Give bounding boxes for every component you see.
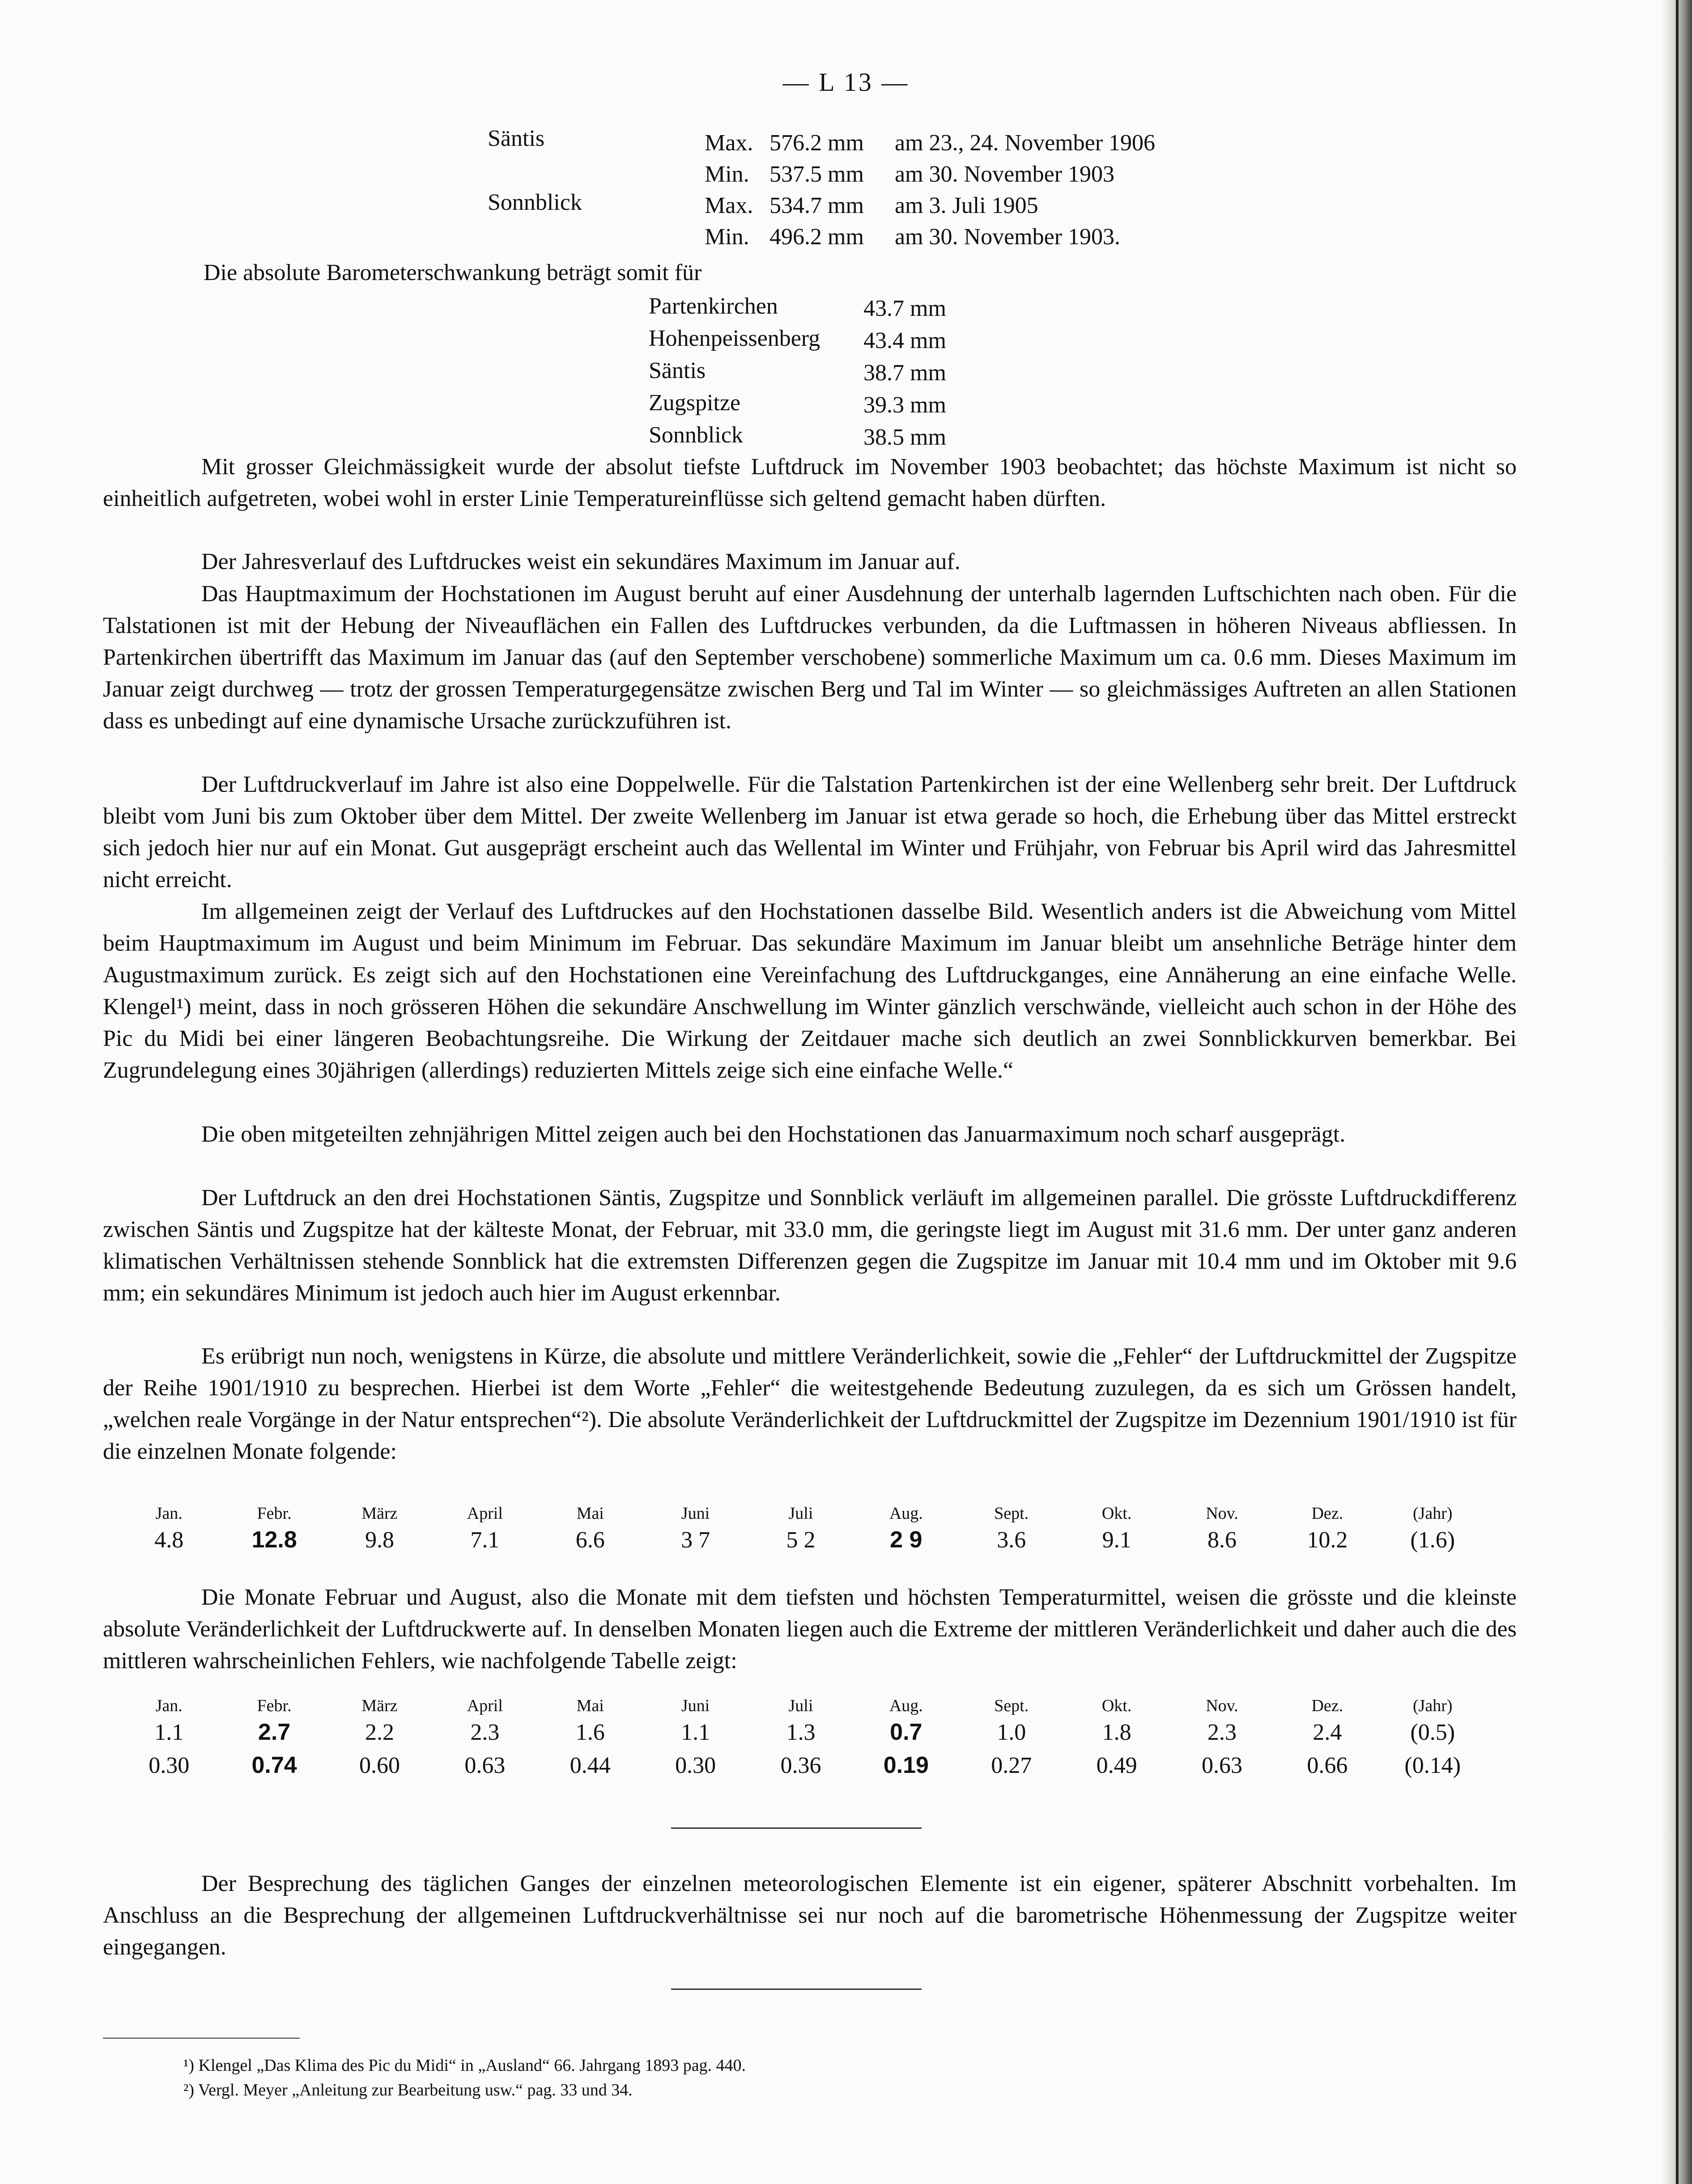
table-cell: 0.19 bbox=[883, 1752, 929, 1778]
abs-variability-row bbox=[116, 1523, 1485, 1556]
table-cell: 2 9 bbox=[890, 1527, 923, 1553]
mean-variability-table bbox=[116, 1689, 1485, 1782]
paragraph: Der Besprechung des täglichen Ganges der einzelnen meteorologischen Elemente ist ein eigener, späterer Abschnitt vorbehalten. Im Anschluss an die Besprechung der allgemeinen Luftdruckverhältnisse sei nur noch auf die barometrische Höhenmessung der Zugspitze weiter eingegangen. bbox=[103, 1871, 1517, 1960]
probable-error-row bbox=[116, 1749, 1485, 1782]
extreme-date: am 30. November 1903. bbox=[895, 224, 1121, 250]
extreme-value: 537.5 mm bbox=[769, 161, 864, 187]
paragraph: Der Jahresverlauf des Luftdruckes weist ein sekundäres Maximum im Januar auf. bbox=[201, 549, 961, 574]
month-label: Aug. bbox=[889, 1504, 923, 1523]
amplitude-intro: Die absolute Barometerschwankung beträgt somit für bbox=[204, 260, 702, 285]
section-divider bbox=[671, 1827, 922, 1829]
table-cell: 1.8 bbox=[1102, 1719, 1131, 1745]
extreme-station: Säntis bbox=[488, 126, 545, 151]
footnote: ²) Vergl. Meyer „Anleitung zur Bearbeitung usw.“ pag. 33 und 34. bbox=[183, 2081, 633, 2099]
month-label: Okt. bbox=[1101, 1696, 1132, 1715]
month-label: Jan. bbox=[155, 1504, 183, 1523]
month-label: Juni bbox=[681, 1504, 710, 1523]
extreme-date: am 30. November 1903 bbox=[895, 161, 1115, 187]
month-header-row bbox=[116, 1496, 1485, 1523]
table-cell: 9.8 bbox=[365, 1527, 394, 1553]
table-cell: 6.6 bbox=[575, 1527, 605, 1553]
table-cell: 10.2 bbox=[1307, 1527, 1348, 1553]
paragraph: Das Hauptmaximum der Hochstationen im August beruht auf einer Ausdehnung der unterhalb lagernden Luftschichten nach oben. Für die Talstationen ist mit der Hebung der Niveauflächen ein Fallen des Luftdruckes verbunden, da die Luftmassen in höheren Niveaus abfliessen. In Partenkirchen übertrifft das Maximum im Januar das (auf den September verschobene) sommerliche Maximum um ca. 0.6 mm. Dieses Maximum im Januar zeigt durchweg — trotz der grossen Temperaturgegensätze zwischen Berg und Tal im Winter — so gleichmässiges Auftreten an allen Stationen dass es unbedingt auf eine dynamische Ursache zurückzuführen ist. bbox=[103, 581, 1517, 734]
amplitude-value: 39.3 mm bbox=[863, 392, 946, 418]
table-cell: 7.1 bbox=[470, 1527, 500, 1553]
month-label: Jan. bbox=[155, 1696, 183, 1715]
table-cell: 2.2 bbox=[365, 1719, 394, 1745]
month-label: Dez. bbox=[1311, 1504, 1343, 1523]
paragraph: Die oben mitgeteilten zehnjährigen Mittel zeigen auch bei den Hochstationen das Januarmaximum noch scharf ausgeprägt. bbox=[201, 1122, 1346, 1147]
scan-border-line bbox=[1676, 0, 1679, 2184]
table-cell: 1.6 bbox=[575, 1719, 605, 1745]
table-cell: 4.8 bbox=[154, 1527, 184, 1553]
extreme-kind: Max. bbox=[705, 130, 753, 156]
month-label: Juni bbox=[681, 1696, 710, 1715]
table-cell: 5 2 bbox=[786, 1527, 816, 1553]
paragraph: Die Monate Februar und August, also die Monate mit dem tiefsten und höchsten Temperaturmittel, weisen die grösste und die kleinste absolute Veränderlichkeit der Luftdruckwerte auf. In denselben Monaten liegen auch die Extreme der mittleren Veränderlichkeit und daher auch die des mittleren wahrscheinlichen Fehlers, wie nachfolgende Tabelle zeigt: bbox=[103, 1585, 1517, 1674]
table-cell: 3 7 bbox=[681, 1527, 710, 1553]
month-label: Sept. bbox=[994, 1696, 1029, 1715]
amplitude-station: Säntis bbox=[649, 358, 706, 383]
abs-variability-table bbox=[116, 1496, 1485, 1556]
month-header-row bbox=[116, 1689, 1485, 1716]
table-cell: 0.63 bbox=[464, 1752, 506, 1778]
month-label: (Jahr) bbox=[1412, 1504, 1453, 1523]
amplitude-value: 43.7 mm bbox=[863, 296, 946, 321]
page-header: — L 13 — bbox=[782, 68, 910, 97]
extreme-kind: Max. bbox=[705, 193, 753, 218]
table-cell: 2.7 bbox=[258, 1719, 291, 1745]
table-cell: 1.0 bbox=[997, 1719, 1026, 1745]
table-cell: 0.30 bbox=[675, 1752, 716, 1778]
table-cell: 0.74 bbox=[251, 1752, 297, 1778]
table-cell: 0.60 bbox=[359, 1752, 400, 1778]
amplitude-value: 38.5 mm bbox=[863, 425, 946, 450]
month-label: März bbox=[361, 1504, 398, 1523]
amplitude-station: Sonnblick bbox=[649, 422, 743, 448]
table-cell: 12.8 bbox=[251, 1527, 297, 1553]
footnote: ¹) Klengel „Das Klima des Pic du Midi“ in „Ausland“ 66. Jahrgang 1893 pag. 440. bbox=[183, 2056, 746, 2075]
extreme-value: 534.7 mm bbox=[769, 193, 864, 218]
table-cell: 8.6 bbox=[1207, 1527, 1237, 1553]
month-label: Juli bbox=[788, 1504, 813, 1523]
month-label: Juli bbox=[788, 1696, 813, 1715]
table-cell: (0.5) bbox=[1410, 1719, 1455, 1745]
extreme-kind: Min. bbox=[705, 224, 749, 250]
table-cell: 0.44 bbox=[570, 1752, 611, 1778]
table-cell: 0.30 bbox=[149, 1752, 190, 1778]
extreme-station: Sonnblick bbox=[488, 190, 582, 215]
month-label: April bbox=[467, 1504, 503, 1523]
month-label: Nov. bbox=[1206, 1504, 1238, 1523]
table-cell: 2.3 bbox=[1207, 1719, 1237, 1745]
table-cell: 0.7 bbox=[890, 1719, 923, 1745]
mean-variability-row bbox=[116, 1716, 1485, 1749]
amplitude-station: Zugspitze bbox=[649, 390, 741, 416]
paragraph: Es erübrigt nun noch, wenigstens in Kürze, die absolute und mittlere Veränderlichkeit, sowie die „Fehler“ der Luftdruckmittel der Zugspitze der Reihe 1901/1910 zu besprechen. Hierbei ist dem Worte „Fehler“ die weitestgehende Bedeutung zuzulegen, da es sich um Grössen handelt, „welchen reale Vorgänge in der Natur entsprechen“²). Die absolute Veränderlichkeit der Luftdruckmittel der Zugspitze im Dezennium 1901/1910 ist für die einzelnen Monate folgende: bbox=[103, 1343, 1517, 1464]
month-label: Okt. bbox=[1101, 1504, 1132, 1523]
month-label: Dez. bbox=[1311, 1696, 1343, 1715]
table-cell: 1.1 bbox=[154, 1719, 184, 1745]
paragraph: Mit grosser Gleichmässigkeit wurde der absolut tiefste Luftdruck im November 1903 beobachtet; das höchste Maximum ist nicht so einheitlich aufgetreten, wobei wohl in erster Linie Temperatureinflüsse sich geltend gemacht haben dürften. bbox=[103, 454, 1517, 511]
table-cell: 0.49 bbox=[1096, 1752, 1137, 1778]
table-cell: 1.1 bbox=[681, 1719, 710, 1745]
table-cell: 2.3 bbox=[470, 1719, 500, 1745]
paragraph: Der Luftdruck an den drei Hochstationen Säntis, Zugspitze und Sonnblick verläuft im allgemeinen parallel. Die grösste Luftdruckdifferenz zwischen Säntis und Zugspitze hat der kälteste Monat, der Februar, mit 33.0 mm, die geringste liegt im August mit 31.6 mm. Der unter ganz anderen klimatischen Verhältnissen stehende Sonnblick hat die extremsten Differenzen gegen die Zugspitze im Januar mit 10.4 mm und im Oktober mit 9.6 mm; ein sekundäres Minimum ist jedoch auch hier im August erkennbar. bbox=[103, 1185, 1517, 1306]
paragraph: Im allgemeinen zeigt der Verlauf des Luftdruckes auf den Hochstationen dasselbe Bild. Wesentlich anders ist die Abweichung vom Mittel beim Hauptmaximum im August und beim Minimum im Februar. Das sekundäre Maximum im Januar bleibt um ansehnliche Beträge hinter dem Augustmaximum zurück. Es zeigt sich auf den Hochstationen eine Vereinfachung des Luftdruckganges, eine Annäherung an eine einfache Welle. Klengel¹) meint, dass in noch grösseren Höhen die sekundäre Anschwellung im Winter gänzlich verschwände, vielleicht auch schon in der Höhe des Pic du Midi bei einer längeren Beobachtungsreihe. Die Wirkung der Zeitdauer mache sich deutlich an zwei Sonnblickkurven bemerkbar. Bei Zugrundelegung eines 30jährigen (allerdings) reduzierten Mittels zeige sich eine einfache Welle.“ bbox=[103, 899, 1517, 1083]
month-label: März bbox=[361, 1696, 398, 1715]
extreme-value: 576.2 mm bbox=[769, 130, 864, 156]
table-cell: 2.4 bbox=[1313, 1719, 1342, 1745]
table-cell: (0.14) bbox=[1404, 1752, 1461, 1778]
month-label: Aug. bbox=[889, 1696, 923, 1715]
extreme-date: am 3. Juli 1905 bbox=[895, 193, 1038, 218]
amplitude-station: Hohenpeissenberg bbox=[649, 326, 820, 351]
extreme-kind: Min. bbox=[705, 161, 749, 187]
table-cell: 0.27 bbox=[991, 1752, 1032, 1778]
extreme-date: am 23., 24. November 1906 bbox=[895, 130, 1156, 156]
extreme-value: 496.2 mm bbox=[769, 224, 864, 250]
table-cell: 0.36 bbox=[780, 1752, 821, 1778]
table-cell: 9.1 bbox=[1102, 1527, 1131, 1553]
table-cell: (1.6) bbox=[1410, 1527, 1455, 1553]
amplitude-value: 43.4 mm bbox=[863, 328, 946, 353]
footnote-rule bbox=[103, 2038, 300, 2039]
table-cell: 0.66 bbox=[1307, 1752, 1348, 1778]
paragraph: Der Luftdruckverlauf im Jahre ist also eine Doppelwelle. Für die Talstation Partenkirchen ist der eine Wellenberg sehr breit. Der Luftdruck bleibt vom Juni bis zum Oktober über dem Mittel. Der zweite Wellenberg im Januar ist etwa gerade so hoch, die Erhebung über das Mittel erstreckt sich jedoch hier nur auf ein Monat. Gut ausgeprägt erscheint auch das Wellental im Winter und Frühjahr, von Februar bis April wird das Jahresmittel nicht erreicht. bbox=[103, 772, 1517, 892]
month-label: Nov. bbox=[1206, 1696, 1238, 1715]
month-label: Febr. bbox=[257, 1696, 292, 1715]
month-label: Febr. bbox=[257, 1504, 292, 1523]
table-cell: 3.6 bbox=[997, 1527, 1026, 1553]
table-cell: 0.63 bbox=[1201, 1752, 1242, 1778]
table-cell: 1.3 bbox=[786, 1719, 816, 1745]
month-label: Mai bbox=[576, 1504, 604, 1523]
month-label: Sept. bbox=[994, 1504, 1029, 1523]
month-label: (Jahr) bbox=[1412, 1696, 1453, 1715]
amplitude-value: 38.7 mm bbox=[863, 360, 946, 386]
month-label: Mai bbox=[576, 1696, 604, 1715]
month-label: April bbox=[467, 1696, 503, 1715]
amplitude-station: Partenkirchen bbox=[649, 293, 778, 319]
section-divider bbox=[671, 1989, 922, 1990]
